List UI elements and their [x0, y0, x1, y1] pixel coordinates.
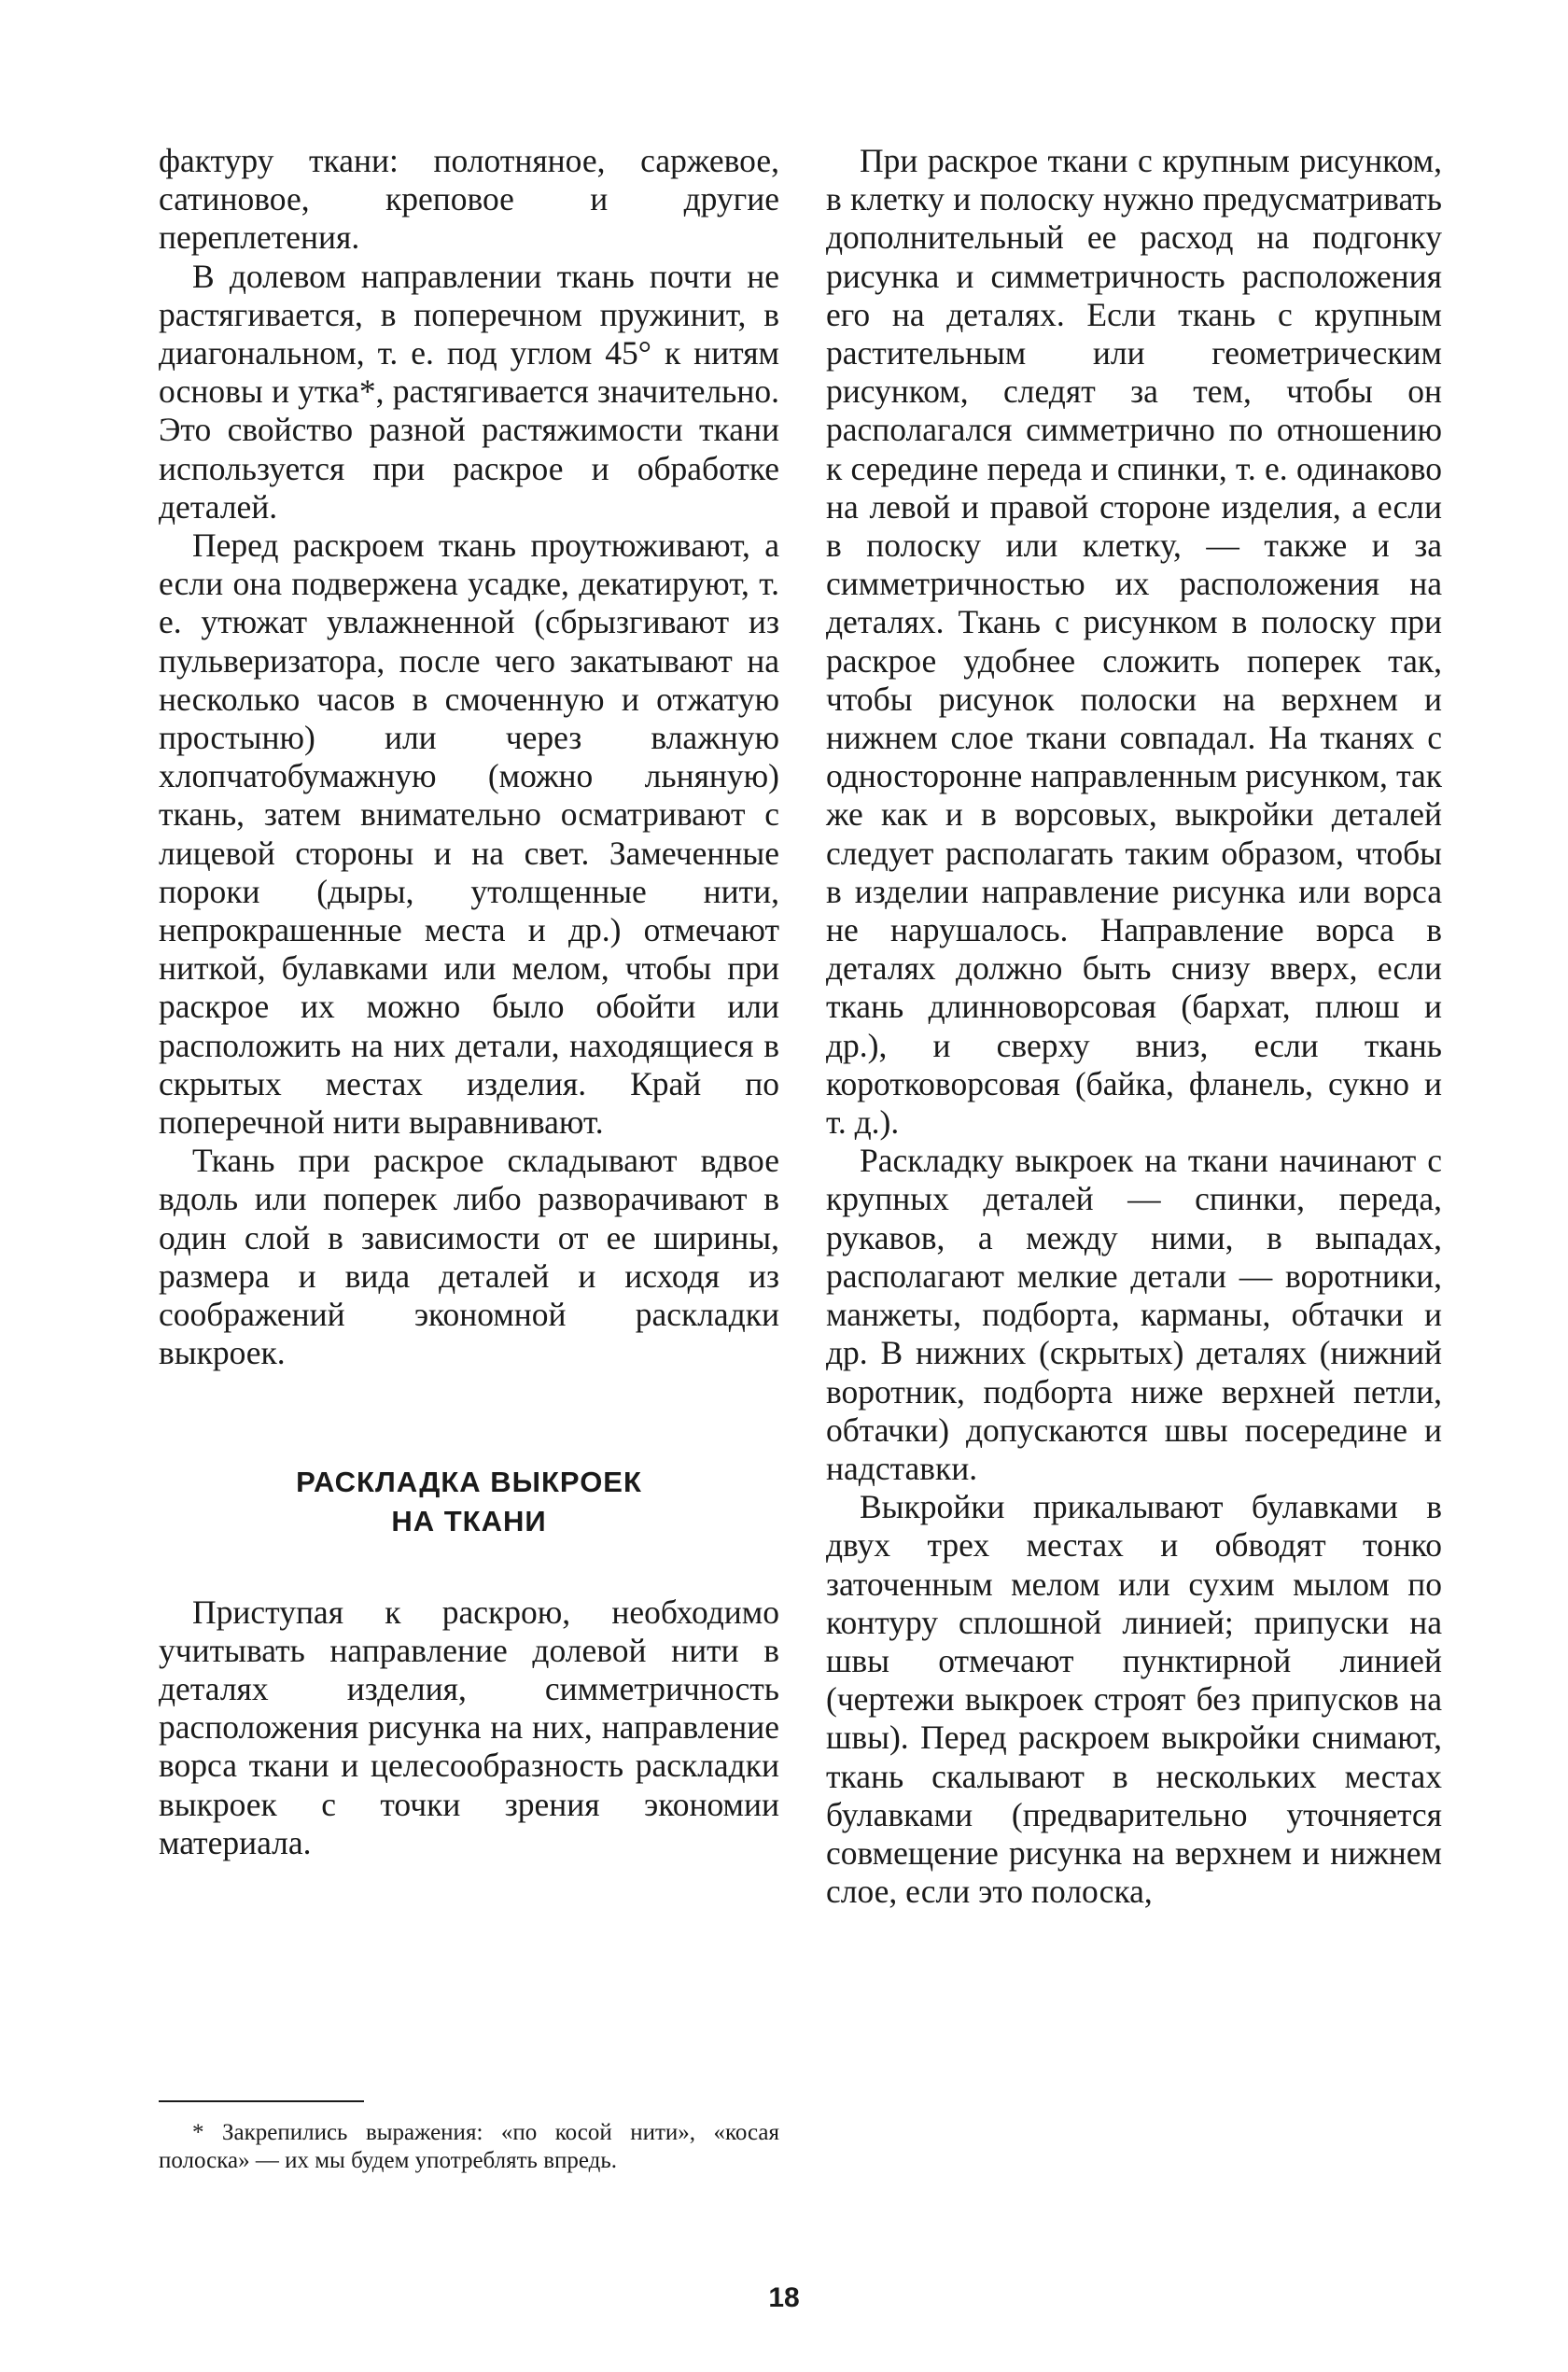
heading-spacer — [159, 1541, 779, 1593]
paragraph: Ткань при раскрое складывают вдвое вдоль или поперек либо разворачивают в один слой в зависимости от ее ширины, размера и вида деталей и исходя из соображений экономной раскладки выкроек. — [159, 1142, 779, 1372]
heading-line-1: РАСКЛАДКА ВЫКРОЕК — [296, 1465, 642, 1498]
heading-line-2: НА ТКАНИ — [391, 1504, 547, 1537]
footnote-divider — [159, 2100, 364, 2102]
paragraph: фактуру ткани: полотняное, саржевое, сатиновое, креповое и другие переплетения. — [159, 142, 779, 257]
right-column — [826, 142, 1442, 1911]
left-column — [159, 142, 779, 1862]
page-number: 18 — [768, 2282, 800, 2313]
section-heading — [159, 1463, 779, 1541]
paragraph: Выкройки прикалывают булавками в двух трех местах и обводят тонко заточенным мелом или сухим мылом по контуру сплошной линией; припуски на швы отмечают пунктирной линией (чертежи выкроек строят без припусков на швы). Перед раскроем выкройки снимают, ткань скалывают в нескольких местах булавками (предварительно уточняется совмещение рисунка на верхнем и нижнем слое, если это полоска, — [826, 1488, 1442, 1911]
paragraph: При раскрое ткани с крупным рисунком, в клетку и полоску нужно предусматривать дополнительный ее расход на подгонку рисунка и симметричность расположения его на деталях. Если ткань с крупным растительным или геометрическим рисунком, следят за тем, чтобы он располагался симметрично по отношению к середине переда и спинки, т. е. одинаково на левой и правой стороне изделия, а если в полоску или клетку, — также и за симметричностью их расположения на деталях. Ткань с рисунком в полоску при раскрое удобнее сложить поперек так, чтобы рисунок полоски на верхнем и нижнем слое ткани совпадал. На тканях с односторонне направленным рисунком, так же как и в ворсовых, выкройки деталей следует располагать таким образом, чтобы в изделии направление рисунка или ворса не нарушалось. Направление ворса в деталях должно быть снизу вверх, если ткань длинноворсовая (бархат, плюш и др.), и сверху вниз, если ткань коротковорсовая (байка, фланель, сукно и т. д.). — [826, 142, 1442, 1142]
paragraph: В долевом направлении ткань почти не растягивается, в поперечном пружинит, в диагональном, т. е. под углом 45° к нитям основы и утка*, растягивается значительно. Это свойство разной растяжимости ткани используется при раскрое и обработке деталей. — [159, 257, 779, 526]
heading-spacer — [159, 1373, 779, 1463]
paragraph: Приступая к раскрою, необходимо учитывать направление долевой нити в деталях изделия, симметричность расположения рисунка на них, направление ворса ткани и целесообразность раскладки выкроек с точки зрения экономии материала. — [159, 1593, 779, 1861]
paragraph: Перед раскроем ткань проутюживают, а если она подвержена усадке, декатируют, т. е. утюжат увлажненной (сбрызгивают из пульверизатора, после чего закатывают на несколько часов в смоченную и отжатую простыню) или через влажную хлопчатобумажную (можно льняную) ткань, затем внимательно осматривают с лицевой стороны и на свет. Замеченные пороки (дыры, утолщенные нити, непрокрашенные места и др.) отмечают ниткой, булавками или мелом, чтобы при раскрое их можно было обойти или расположить на них детали, находящиеся в скрытых местах изделия. Край по поперечной нити выравнивают. — [159, 526, 779, 1142]
paragraph: Раскладку выкроек на ткани начинают с крупных деталей — спинки, переда, рукавов, а между ними, в выпадах, располагают мелкие детали — воротники, манжеты, подборта, карманы, обтачки и др. В нижних (скрытых) деталях (нижний воротник, подборта ниже верхней петли, обтачки) допускаются швы посередине и надставки. — [826, 1142, 1442, 1487]
footnote: * Закрепились выражения: «по косой нити», «косая полоска» — их мы будем употреблять впредь. — [159, 2120, 779, 2173]
